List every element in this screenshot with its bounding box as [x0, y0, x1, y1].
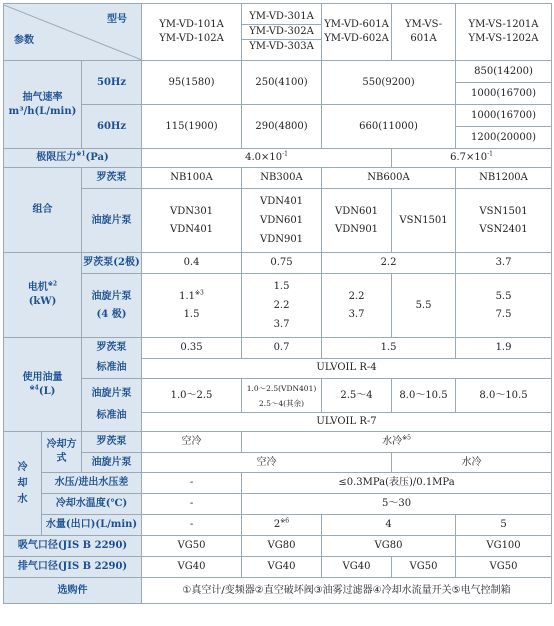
- water-flow-cell: [242, 515, 322, 536]
- cooling-rotary-air: 空冷: [142, 453, 392, 473]
- options-label: 选购件: [4, 578, 142, 604]
- oil-roots-row: [4, 338, 552, 359]
- combo-rotary-cell: [142, 189, 242, 253]
- rotary-model: VDN901: [259, 234, 304, 245]
- pump-speed-unit: m³/h(L/min): [8, 105, 77, 117]
- rotary-model: VDN301: [169, 205, 214, 217]
- combo-rotary-cell: [242, 189, 322, 253]
- motor-rotary-cell: [142, 274, 242, 338]
- model-name: YM-VD-301A: [249, 11, 314, 22]
- inlet-row: [4, 536, 552, 557]
- speed-value: 850(14200): [474, 65, 533, 77]
- cooling-roots-label: 罗茨泵: [82, 432, 142, 453]
- combo-rotary-cell: VSN1501: [392, 189, 456, 253]
- water-temp-label: 冷却水温度(℃): [42, 494, 142, 515]
- motor-roots-cell: 2.2: [322, 253, 456, 274]
- motor-value: 1.5: [273, 281, 290, 292]
- pressure-value-cell: [392, 149, 552, 168]
- motor-rotary-cell: [242, 274, 322, 338]
- spec-table: [3, 3, 552, 604]
- motor-rotary-cell: 5.5: [392, 274, 456, 338]
- model-label: 型号: [107, 13, 128, 25]
- motor-roots-row: [4, 253, 552, 274]
- cooling-char: 水: [17, 493, 28, 505]
- oil-rotary-cell: 2.5～4: [322, 379, 392, 413]
- motor-value: [142, 288, 241, 306]
- speed60-cell-1200: [456, 105, 552, 149]
- water-flow-row: [4, 515, 552, 536]
- outlet-cell: VG40: [242, 557, 322, 578]
- inlet-cell: VG50: [142, 536, 242, 557]
- model-name: YM-VD-302A: [242, 24, 321, 39]
- oil-label: [4, 338, 82, 432]
- cooling-char: 冷: [17, 461, 28, 473]
- oil-unit-line: [4, 385, 81, 399]
- oil-roots-cell: 1.9: [456, 338, 552, 359]
- motor-rotary-poles: (4 极): [96, 308, 127, 320]
- rotary-model: VSN2401: [479, 223, 528, 235]
- motor-label: [4, 253, 82, 338]
- combo-roots-cell: NB300A: [242, 168, 322, 189]
- oil-rotary-title: 油旋片泵: [91, 388, 132, 399]
- water-flow-cell: 4: [322, 515, 456, 536]
- cooling-rotary-label: 油旋片泵: [82, 453, 142, 473]
- pressure-exponent: -1: [282, 150, 288, 158]
- oil-rotary-cell: 8.0～10.5: [392, 379, 456, 413]
- motor-title-text: 电机: [27, 282, 48, 293]
- oil-value: 1.0～2.5(VDN401): [246, 383, 317, 393]
- motor-title: [4, 281, 81, 295]
- combo-rotary-label: 油旋片泵: [82, 189, 142, 253]
- header-row: [4, 4, 552, 61]
- pressure-value: 6.7×10: [450, 152, 488, 163]
- rotary-model: VSN1501: [479, 205, 528, 217]
- outlet-cell: VG40: [322, 557, 392, 578]
- speed50-cell-1200: [456, 61, 552, 105]
- cooling-roots-row: [4, 432, 552, 453]
- cooling-roots-air: 空冷: [142, 432, 242, 453]
- water-flow-value: 2: [273, 519, 281, 530]
- oil-unit: (L): [38, 385, 56, 397]
- model-name: YM-VS-1201A: [468, 19, 539, 30]
- header-corner: [4, 5, 141, 60]
- outlet-label: 排气口径(JIS B 2290): [4, 557, 142, 578]
- speed-value: 1000(16700): [456, 82, 551, 104]
- speed-value: 1000(16700): [470, 109, 537, 121]
- footnote-mark: ※3: [195, 289, 204, 297]
- cooling-rotary-row: [4, 453, 552, 473]
- speed-value: 1200(20000): [456, 126, 551, 148]
- oil-std-title: 标准油: [96, 362, 127, 373]
- oil-rotary-label: [82, 379, 142, 432]
- oil-rotary-cell: 1.0～2.5: [142, 379, 242, 413]
- water-pressure-row: [4, 473, 552, 494]
- motor-roots-cell: 0.4: [142, 253, 242, 274]
- combo-rotary-cell: [322, 189, 392, 253]
- oil-roots-label: [82, 338, 142, 379]
- pressure-exponent: -1: [487, 150, 493, 158]
- rotary-model: VDN601: [259, 215, 304, 226]
- motor-value: 5.5: [495, 290, 512, 302]
- combo-rotary-cell: [456, 189, 552, 253]
- water-pressure-value: ≤0.3MPa(表压)/0.1MPa: [242, 473, 552, 494]
- water-flow-cell: -: [142, 515, 242, 536]
- water-pressure-dash: -: [142, 473, 242, 494]
- model-name: YM-VD-101A: [159, 19, 224, 30]
- hz60-label: 60Hz: [82, 105, 142, 149]
- oil-roots-cell: 0.35: [142, 338, 242, 359]
- inlet-cell: VG80: [242, 536, 322, 557]
- cooling-rotary-water: 水冷: [392, 453, 552, 473]
- param-label: 参数: [14, 34, 34, 46]
- oil-roots-std-cell: ULVOIL R-4: [142, 358, 552, 379]
- outlet-cell: VG50: [456, 557, 552, 578]
- motor-value: 2.2: [273, 300, 290, 311]
- rotary-model: VDN901: [334, 223, 379, 235]
- oil-value: 2.5～4(其余): [258, 398, 305, 408]
- motor-roots-cell: 0.75: [242, 253, 322, 274]
- water-pressure-label: 水压/进出水压差: [42, 473, 142, 494]
- motor-value: 7.5: [495, 308, 512, 320]
- rotary-model: VDN401: [259, 196, 304, 207]
- speed60-cell: 290(4800): [242, 105, 322, 149]
- pressure-unit: (Pa): [85, 152, 109, 163]
- water-temp-row: [4, 494, 552, 515]
- footnote-mark: ※5: [402, 434, 411, 442]
- model-name: YM-VD-303A: [242, 39, 321, 54]
- pump-speed-title: 抽气速率: [22, 91, 63, 103]
- motor-roots-cell: 3.7: [456, 253, 552, 274]
- inlet-label: 吸气口径(JIS B 2290): [4, 536, 142, 557]
- motor-value-text: 1.1: [179, 290, 196, 302]
- motor-value: 2.2: [348, 290, 365, 302]
- water-temp-value: 5～30: [242, 494, 552, 515]
- water-flow-label: 水量(出口)(L/min): [42, 515, 142, 536]
- combo-roots-label: 罗茨泵: [82, 168, 142, 189]
- pump-speed-60hz-row: [4, 105, 552, 149]
- options-value: ①真空计/变频器②直空破坏阀③油雾过滤器④冷却水流量开关⑤电气控制箱: [142, 578, 552, 604]
- combo-roots-cell: NB600A: [322, 168, 456, 189]
- motor-rotary-row: [4, 274, 552, 338]
- combo-roots-row: [4, 168, 552, 189]
- footnote-mark: ※2: [47, 280, 58, 288]
- cooling-char: 却: [17, 477, 28, 489]
- oil-rotary-row: [4, 379, 552, 413]
- speed60-cell: 660(11000): [322, 105, 456, 149]
- oil-std-title: 标准油: [96, 410, 127, 421]
- footnote-mark: ※6: [280, 517, 290, 525]
- ultimate-pressure-label: [4, 149, 142, 168]
- pressure-title: 极限压力: [36, 152, 77, 163]
- model-name: YM-VS-601A: [404, 19, 443, 44]
- pump-speed-50hz-row: [4, 61, 552, 105]
- oil-roots-cell: 1.5: [322, 338, 456, 359]
- speed50-cell: 250(4100): [242, 61, 322, 105]
- motor-rotary-title: 油旋片泵: [91, 290, 132, 302]
- motor-rotary-cell: [322, 274, 392, 338]
- model-name: YM-VS-1202A: [468, 33, 539, 44]
- motor-rotary-cell: [456, 274, 552, 338]
- oil-roots-title: 罗茨泵: [96, 342, 127, 353]
- motor-value: 3.7: [348, 308, 365, 320]
- speed50-cell: 95(1580): [142, 61, 242, 105]
- combo-label: 组合: [4, 168, 82, 253]
- model-cell-vs601: [392, 4, 456, 61]
- model-name: YM-VD-102A: [159, 33, 224, 44]
- motor-value: 3.7: [273, 319, 290, 330]
- ultimate-pressure-row: [4, 149, 552, 168]
- pump-speed-label: [4, 61, 82, 149]
- model-cell-601: [322, 4, 392, 61]
- inlet-cell: VG80: [322, 536, 456, 557]
- outlet-row: [4, 557, 552, 578]
- hz50-label: 50Hz: [82, 61, 142, 105]
- options-row: [4, 578, 552, 604]
- pressure-value-cell: [142, 149, 392, 168]
- cooling-water-text: 水冷: [382, 436, 403, 447]
- oil-roots-cell: 0.7: [242, 338, 322, 359]
- footnote-mark: ※4: [29, 384, 39, 392]
- footnote-mark: ※1: [76, 150, 86, 158]
- cooling-roots-water: [242, 432, 552, 453]
- motor-value: 1.5: [183, 308, 200, 320]
- oil-rotary-std-cell: ULVOIL R-7: [142, 413, 552, 432]
- outlet-cell: VG50: [392, 557, 456, 578]
- inlet-cell: VG100: [456, 536, 552, 557]
- oil-rotary-cell: [242, 379, 322, 413]
- speed50-cell: 550(9200): [322, 61, 456, 105]
- rotary-model: VDN401: [169, 223, 214, 235]
- speed60-cell: 115(1900): [142, 105, 242, 149]
- water-temp-dash: -: [142, 494, 242, 515]
- combo-roots-cell: NB100A: [142, 168, 242, 189]
- model-cell-1201: [456, 4, 552, 61]
- motor-unit: (kW): [28, 296, 57, 307]
- cooling-label-text: [17, 460, 29, 508]
- combo-rotary-row: [4, 189, 552, 253]
- model-name: YM-VD-601A: [324, 19, 389, 30]
- header-corner-cell: [4, 4, 142, 61]
- rotary-model: VDN601: [334, 205, 379, 217]
- water-flow-cell: 5: [456, 515, 552, 536]
- model-name: YM-VD-602A: [324, 33, 389, 44]
- cooling-label: [4, 432, 42, 536]
- oil-title: 使用油量: [22, 371, 63, 383]
- outlet-cell: VG40: [142, 557, 242, 578]
- motor-roots-label: 罗茨泵(2极): [82, 253, 142, 274]
- oil-rotary-cell: 8.0～10.5: [456, 379, 552, 413]
- model-cell-301: [242, 4, 322, 61]
- cooling-method-label: 冷却方式: [42, 432, 82, 473]
- pressure-value: 4.0×10: [245, 152, 283, 163]
- model-cell-101: [142, 4, 242, 61]
- combo-roots-cell: NB1200A: [456, 168, 552, 189]
- motor-rotary-label: [82, 274, 142, 338]
- spec-table-container: [3, 3, 551, 620]
